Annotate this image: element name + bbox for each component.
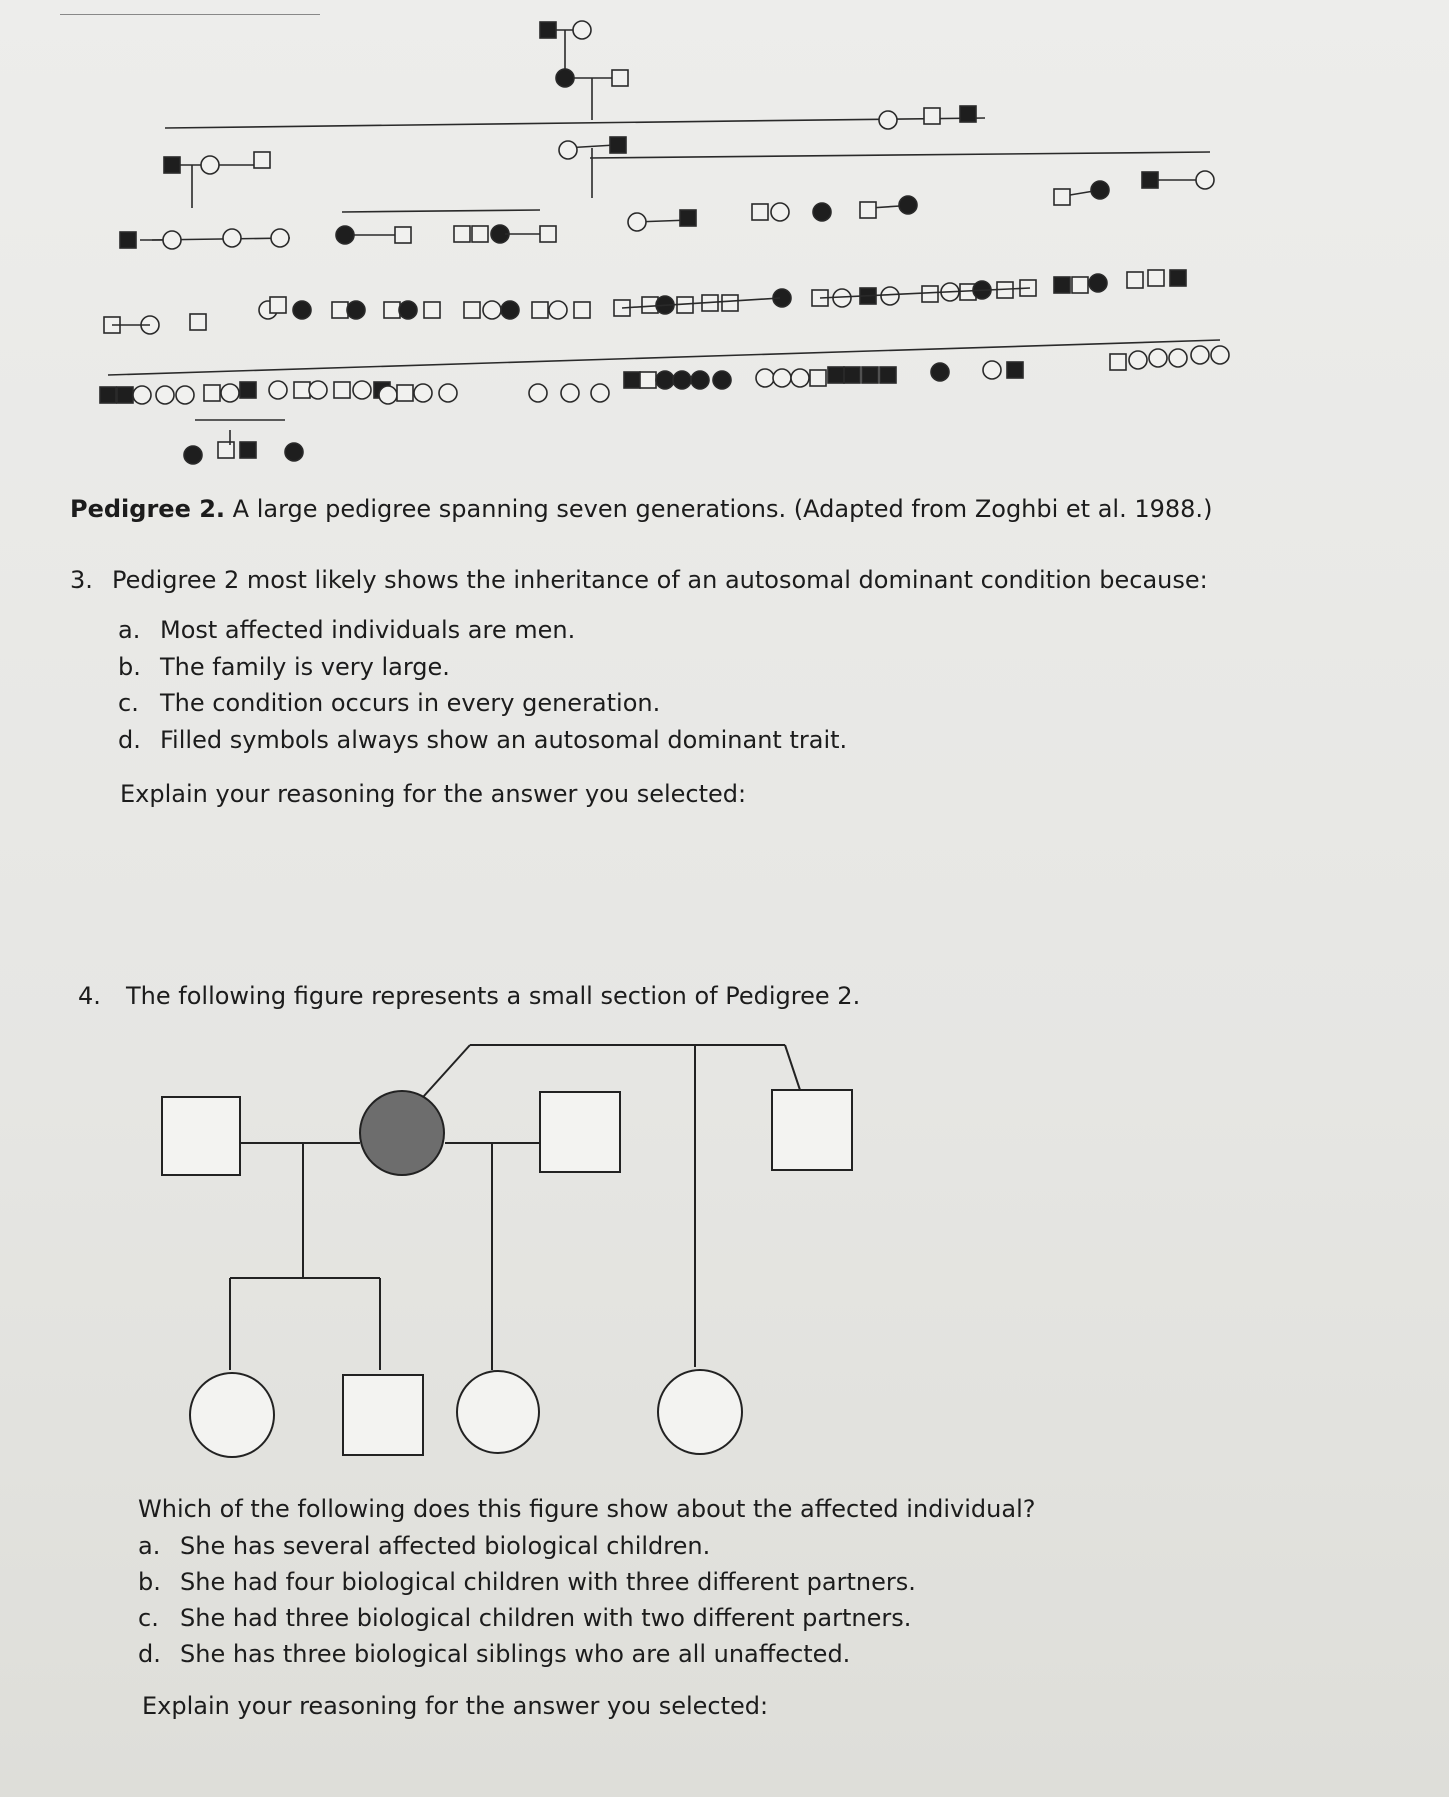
niece-female [658,1370,742,1454]
pedigree-line [108,340,1220,375]
unaffected-female-symbol [791,369,809,387]
unaffected-male-symbol [397,385,413,401]
unaffected-female-symbol [559,141,577,159]
affected-female-symbol [285,443,303,461]
unaffected-female-symbol [483,301,501,319]
q3-option-letter: b. [118,653,141,681]
affected-female-symbol [556,69,574,87]
unaffected-male-symbol [540,226,556,242]
affected-female-symbol [347,301,365,319]
unaffected-male-symbol [190,314,206,330]
unaffected-female-symbol [1129,351,1147,369]
unaffected-male-symbol [254,152,270,168]
unaffected-male-symbol [752,204,768,220]
unaffected-male-symbol [332,302,348,318]
affected-female-symbol [899,196,917,214]
unaffected-female-symbol [1149,349,1167,367]
affected-female-symbol [184,446,202,464]
partner-2-male [540,1092,620,1172]
partner-1-male [162,1097,240,1175]
question-4-number: 4. [78,982,101,1010]
question-4-subprompt: Which of the following does this figure show about the affected individual? [138,1495,1036,1523]
unaffected-male-symbol [1054,189,1070,205]
q3-option-d [118,726,847,754]
affected-female-symbol [501,301,519,319]
affected-male-symbol [240,382,256,398]
q3-option-text: Filled symbols always show an autosomal dominant trait. [160,726,848,754]
pedigree-2-caption [70,495,1212,523]
affected-female-symbol [1089,274,1107,292]
q4-option-text: She had three biological children with two different partners. [180,1604,912,1632]
unaffected-female-symbol [156,386,174,404]
affected-male-symbol [862,367,878,383]
question-3-number: 3. [70,566,93,594]
unaffected-female-symbol [223,229,241,247]
unaffected-female-symbol [983,361,1001,379]
unaffected-male-symbol [218,442,234,458]
caption-label: Pedigree 2. [70,495,226,523]
unaffected-male-symbol [532,302,548,318]
unaffected-male-symbol [334,382,350,398]
unaffected-male-symbol [384,302,400,318]
unaffected-female-symbol [1191,346,1209,364]
q3-option-letter: d. [118,726,141,754]
question-3 [70,566,1208,594]
affected-male-symbol [960,106,976,122]
unaffected-male-symbol [454,226,470,242]
unaffected-female-symbol [1211,346,1229,364]
unaffected-female-symbol [309,381,327,399]
unaffected-female-symbol [353,381,371,399]
affected-female [360,1091,444,1175]
q3-option-c [118,689,660,717]
unaffected-male-symbol [294,382,310,398]
unaffected-female-symbol [771,203,789,221]
affected-male-symbol [844,367,860,383]
affected-male-symbol [164,157,180,173]
unaffected-male-symbol [464,302,480,318]
unaffected-female-symbol [163,231,181,249]
q4-option-d [138,1640,850,1668]
brother-male [772,1090,852,1170]
caption-text: A large pedigree spanning seven generations. (Adapted from Zoghbi et al. 1988.) [232,495,1213,523]
sibship-diagonal-right [785,1045,800,1090]
unaffected-female-symbol [1196,171,1214,189]
unaffected-female-symbol [221,384,239,402]
unaffected-male-symbol [1110,354,1126,370]
son-1 [343,1375,423,1455]
affected-female-symbol [293,301,311,319]
unaffected-female-symbol [561,384,579,402]
q4-option-letter: a. [138,1532,161,1560]
q3-option-a [118,616,575,644]
unaffected-female-symbol [1169,349,1187,367]
unaffected-female-symbol [133,386,151,404]
unaffected-female-symbol [439,384,457,402]
affected-male-symbol [624,372,640,388]
unaffected-male-symbol [270,297,286,313]
unaffected-male-symbol [204,385,220,401]
q3-option-text: Most affected individuals are men. [160,616,576,644]
affected-female-symbol [691,371,709,389]
sibship-line [590,152,1210,158]
affected-male-symbol [540,22,556,38]
unaffected-female-symbol [269,381,287,399]
q4-option-text: She had four biological children with three different partners. [180,1568,916,1596]
affected-female-symbol [656,371,674,389]
unaffected-male-symbol [1127,272,1143,288]
q3-option-b [118,653,450,681]
unaffected-male-symbol [395,227,411,243]
unaffected-female-symbol [414,384,432,402]
question-4-prompt: The following figure represents a small section of Pedigree 2. [126,982,861,1010]
affected-male-symbol [1007,362,1023,378]
affected-female-symbol [713,371,731,389]
affected-female-symbol [931,363,949,381]
q4-option-text: She has three biological siblings who are all unaffected. [180,1640,851,1668]
q4-option-letter: b. [138,1568,161,1596]
unaffected-female-symbol [881,287,899,305]
affected-male-symbol [120,232,136,248]
unaffected-male-symbol [612,70,628,86]
affected-male-symbol [1170,270,1186,286]
affected-female-symbol [336,226,354,244]
question-4 [78,982,860,1010]
unaffected-male-symbol [1072,277,1088,293]
unaffected-male-symbol [860,202,876,218]
unaffected-female-symbol [549,301,567,319]
q4-option-letter: c. [138,1604,159,1632]
q4-option-c [138,1604,911,1632]
unaffected-male-symbol [640,372,656,388]
unaffected-male-symbol [810,370,826,386]
q4-option-a [138,1532,710,1560]
unaffected-male-symbol [472,226,488,242]
unaffected-female-symbol [176,386,194,404]
q4-explain-prompt: Explain your reasoning for the answer you selected: [142,1692,769,1720]
q4-option-b [138,1568,916,1596]
unaffected-male-symbol [922,286,938,302]
affected-male-symbol [880,367,896,383]
pedigree-2-diagram [0,0,1449,480]
unaffected-female-symbol [773,369,791,387]
unaffected-male-symbol [1148,270,1164,286]
q4-option-text: She has several affected biological children. [180,1532,711,1560]
unaffected-male-symbol [574,302,590,318]
affected-female-symbol [813,203,831,221]
affected-female-symbol [673,371,691,389]
daughter-2 [457,1371,539,1453]
unaffected-female-symbol [271,229,289,247]
q3-option-text: The condition occurs in every generation. [160,689,661,717]
affected-male-symbol [1054,277,1070,293]
affected-male-symbol [610,137,626,153]
unaffected-female-symbol [628,213,646,231]
q3-option-letter: a. [118,616,141,644]
unaffected-female-symbol [756,369,774,387]
affected-male-symbol [100,387,116,403]
unaffected-female-symbol [573,21,591,39]
unaffected-female-symbol [591,384,609,402]
unaffected-male-symbol [424,302,440,318]
question-3-prompt: Pedigree 2 most likely shows the inheritance of an autosomal dominant condition because: [112,566,1208,594]
unaffected-male-symbol [924,108,940,124]
affected-male-symbol [680,210,696,226]
affected-female-symbol [1091,181,1109,199]
sibship-line [165,118,985,128]
unaffected-female-symbol [201,156,219,174]
affected-male-symbol [117,387,133,403]
affected-female-symbol [399,301,417,319]
unaffected-female-symbol [529,384,547,402]
q3-option-letter: c. [118,689,139,717]
affected-male-symbol [1142,172,1158,188]
unaffected-female-symbol [879,111,897,129]
q3-explain-prompt: Explain your reasoning for the answer you selected: [120,780,747,808]
q3-option-text: The family is very large. [160,653,450,681]
q4-option-letter: d. [138,1640,161,1668]
sibship-diagonal-left [405,1045,470,1117]
unaffected-female-symbol [379,386,397,404]
affected-male-symbol [828,367,844,383]
daughter-1 [190,1373,274,1457]
affected-male-symbol [240,442,256,458]
unaffected-male-symbol [722,295,738,311]
sibship-line [342,210,540,212]
